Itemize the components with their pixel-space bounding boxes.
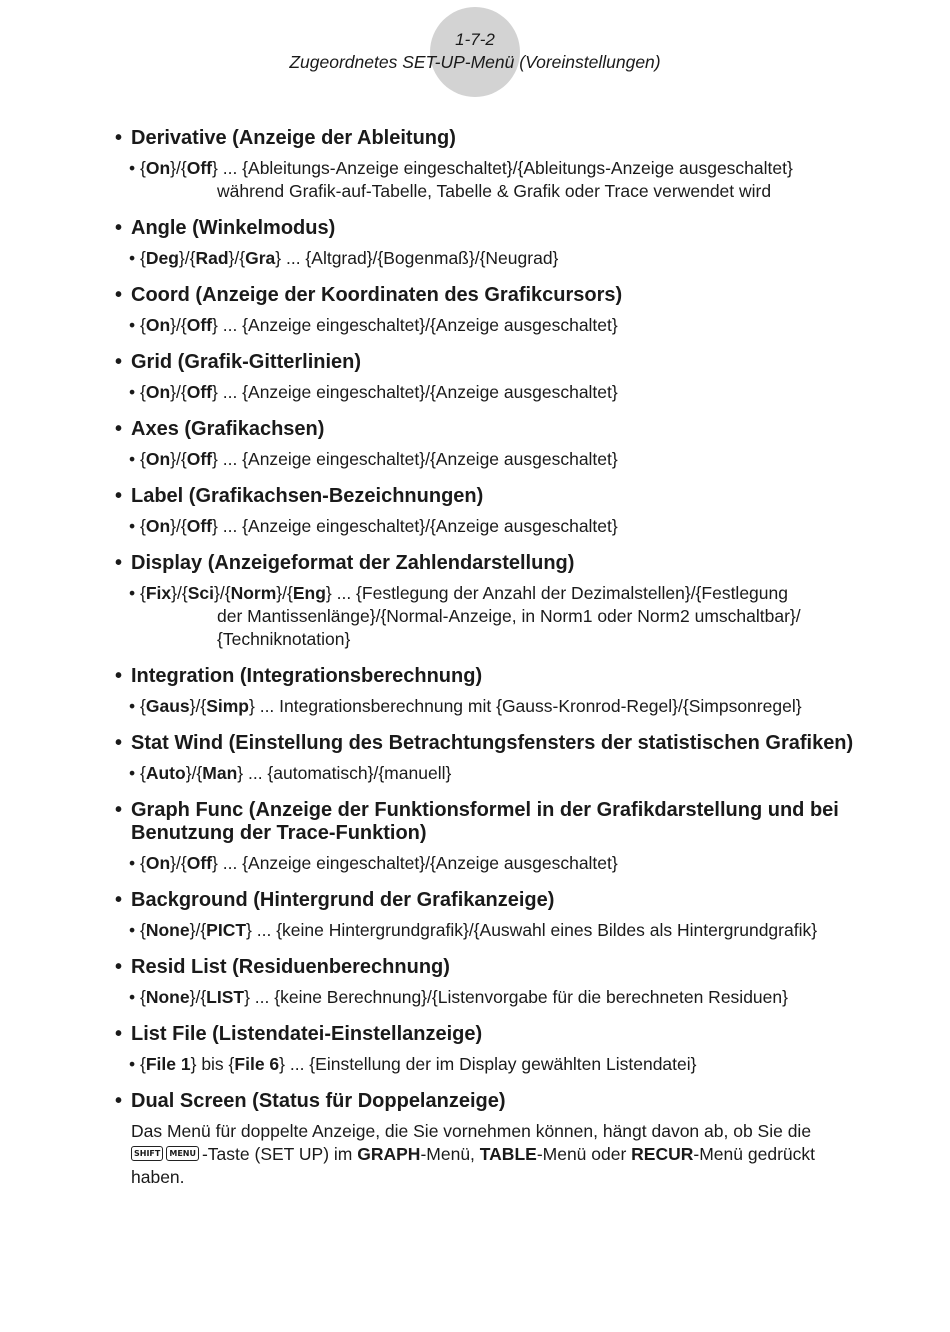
bullet-icon: • [129, 516, 136, 536]
bullet-icon: • [115, 351, 123, 373]
section-title: Stat Wind (Einstellung des Betrachtungsfensters der statistischen Grafiken) [131, 732, 854, 754]
section-dual-screen [115, 1090, 895, 1189]
bullet-icon: • [115, 889, 123, 911]
section-heading [115, 665, 895, 688]
section-heading [115, 956, 895, 979]
section-title: Display (Anzeigeformat der Zahlendarstellung) [131, 552, 575, 574]
option-line [140, 515, 895, 538]
text-run: } ... {Anzeige eingeschaltet}/{Anzeige ausgeschaltet} [212, 516, 618, 536]
settings-section [115, 956, 895, 1009]
text-run: }/{ [185, 763, 203, 783]
text-run: } ... {automatisch}/{manuell} [237, 763, 452, 783]
option-line [140, 582, 895, 605]
option-value: None [145, 987, 190, 1007]
section-title: Dual Screen (Status für Doppelanzeige) [131, 1090, 506, 1112]
text-run: -Menü gedrückt [693, 1144, 815, 1164]
option-line [140, 919, 895, 942]
text-run: während Grafik-auf-Tabelle, Tabelle & Grafik oder Trace verwendet wird [217, 181, 772, 201]
text-run: }/{ [171, 583, 188, 603]
text-run: }/{ [170, 449, 187, 469]
settings-sections [115, 127, 895, 1076]
table-menu-name: TABLE [479, 1144, 537, 1164]
settings-section [115, 889, 895, 942]
section-heading [115, 889, 895, 912]
settings-section [115, 217, 895, 270]
option-item [115, 1053, 895, 1076]
text-run: { [140, 920, 146, 940]
bullet-icon: • [129, 315, 136, 335]
description-line [131, 1143, 895, 1166]
dual-screen-description [115, 1120, 895, 1189]
text-run: }/{ [178, 248, 196, 268]
option-line [140, 762, 895, 785]
text-run: }/{ [170, 158, 187, 178]
bullet-icon: • [115, 1090, 123, 1112]
description-line: haben. [131, 1167, 185, 1187]
bullet-icon: • [115, 485, 123, 507]
section-title: List File (Listendatei-Einstellanzeige) [131, 1023, 483, 1045]
option-line [140, 314, 895, 337]
settings-section [115, 799, 895, 875]
bullet-icon: • [129, 853, 136, 873]
settings-section [115, 127, 895, 203]
section-heading [115, 1090, 895, 1113]
text-run: }/{ [189, 920, 207, 940]
option-value: Off [186, 315, 213, 335]
option-value: On [145, 516, 171, 536]
option-item [115, 762, 895, 785]
section-heading [115, 552, 895, 575]
text-run: }/{ [228, 248, 246, 268]
option-value: PICT [206, 920, 247, 940]
option-item [115, 986, 895, 1009]
bullet-icon: • [129, 987, 136, 1007]
text-run: { [140, 382, 146, 402]
settings-section [115, 1023, 895, 1076]
text-run: { [140, 248, 146, 268]
settings-section [115, 485, 895, 538]
section-title: Resid List (Residuenberechnung) [131, 956, 450, 978]
option-value: Off [186, 516, 213, 536]
option-value: Auto [145, 763, 186, 783]
text-run: der Mantissenlänge}/{Normal-Anzeige, in Norm1 oder Norm2 umschaltbar}/ [217, 606, 801, 626]
text-run: { [140, 763, 146, 783]
bullet-icon: • [115, 127, 123, 149]
text-run: { [140, 516, 146, 536]
option-value: Off [186, 853, 213, 873]
bullet-icon: • [129, 920, 136, 940]
text-run: } ... {keine Hintergrundgrafik}/{Auswahl eines Bildes als Hintergrundgrafik} [246, 920, 818, 940]
section-heading [115, 732, 895, 755]
section-heading [115, 418, 895, 441]
text-run: } ... {Ableitungs-Anzeige eingeschaltet}/{Ableitungs-Anzeige ausgeschaltet} [212, 158, 793, 178]
section-heading [115, 217, 895, 240]
option-item [115, 157, 895, 203]
option-item [115, 314, 895, 337]
text-run: }/{ [189, 696, 207, 716]
option-item [115, 852, 895, 875]
option-line [140, 986, 895, 1009]
text-run: } ... {Anzeige eingeschaltet}/{Anzeige ausgeschaltet} [212, 315, 618, 335]
option-line-continued [140, 180, 895, 203]
settings-section [115, 665, 895, 718]
text-run: }/{ [170, 382, 187, 402]
bullet-icon: • [129, 248, 136, 268]
text-run: } ... {Festlegung der Anzahl der Dezimalstellen}/{Festlegung [325, 583, 788, 603]
option-value: None [145, 920, 190, 940]
option-value: LIST [206, 987, 245, 1007]
option-value: Deg [145, 248, 179, 268]
option-value: File 6 [234, 1054, 280, 1074]
option-item [115, 695, 895, 718]
section-title: Graph Func (Anzeige der Funktionsformel in der Grafikdarstellung und bei Benutzung der Trace-Funktion) [131, 799, 839, 844]
text-run: } ... {Altgrad}/{Bogenmaß}/{Neugrad} [275, 248, 559, 268]
option-line [140, 247, 895, 270]
bullet-icon: • [115, 217, 123, 239]
text-run: }/{ [170, 853, 187, 873]
section-title: Derivative (Anzeige der Ableitung) [131, 127, 456, 149]
bullet-icon: • [129, 449, 136, 469]
option-value: Simp [206, 696, 249, 716]
section-title: Grid (Grafik-Gitterlinien) [131, 351, 362, 373]
section-heading [115, 485, 895, 508]
option-value: On [145, 158, 171, 178]
section-title: Coord (Anzeige der Koordinaten des Grafikcursors) [131, 284, 623, 306]
option-line [140, 157, 895, 180]
option-item [115, 919, 895, 942]
option-value: Rad [195, 248, 229, 268]
text-run: -Menü, [420, 1144, 480, 1164]
text-run: { [140, 987, 146, 1007]
shift-key-icon: SHIFT [131, 1146, 163, 1161]
section-title: Integration (Integrationsberechnung) [131, 665, 483, 687]
option-item [115, 381, 895, 404]
option-line [140, 695, 895, 718]
option-value: Sci [187, 583, 214, 603]
text-run: }/{ [276, 583, 293, 603]
bullet-icon: • [129, 583, 136, 603]
option-value: Fix [145, 583, 172, 603]
text-run: -Taste (SET UP) im [201, 1144, 358, 1164]
bullet-icon: • [115, 284, 123, 306]
settings-section [115, 732, 895, 785]
option-value: On [145, 853, 171, 873]
bullet-icon: • [129, 763, 136, 783]
text-run: } ... {Anzeige eingeschaltet}/{Anzeige ausgeschaltet} [212, 853, 618, 873]
settings-section [115, 284, 895, 337]
option-value: On [145, 382, 171, 402]
bullet-icon: • [115, 552, 123, 574]
option-item [115, 247, 895, 270]
option-value: Off [186, 449, 213, 469]
option-value: File 1 [145, 1054, 191, 1074]
text-run: {Techniknotation} [217, 629, 351, 649]
text-run: }/{ [170, 516, 187, 536]
option-value: Gaus [145, 696, 190, 716]
option-item [115, 582, 895, 651]
section-title: Label (Grafikachsen-Bezeichnungen) [131, 485, 484, 507]
page-number: 1-7-2 [455, 30, 495, 49]
bullet-icon: • [115, 1023, 123, 1045]
text-run: { [140, 853, 146, 873]
settings-section [115, 552, 895, 651]
bullet-icon: • [115, 418, 123, 440]
text-run: } ... Integrationsberechnung mit {Gauss-Kronrod-Regel}/{Simpsonregel} [249, 696, 802, 716]
text-run: } ... {keine Berechnung}/{Listenvorgabe für die berechneten Residuen} [244, 987, 788, 1007]
graph-menu-name: GRAPH [357, 1144, 421, 1164]
text-run: { [140, 583, 146, 603]
text-run: } ... {Anzeige eingeschaltet}/{Anzeige ausgeschaltet} [212, 449, 618, 469]
option-value: Man [202, 763, 238, 783]
page-title: Zugeordnetes SET-UP-Menü (Voreinstellungen) [289, 52, 661, 72]
text-run: }/{ [214, 583, 231, 603]
option-value: Eng [292, 583, 326, 603]
option-line [140, 448, 895, 471]
menu-key-icon: MENU [166, 1146, 199, 1161]
bullet-icon: • [115, 956, 123, 978]
bullet-icon: • [129, 696, 136, 716]
text-run: -Menü oder [536, 1144, 632, 1164]
text-run: { [140, 315, 146, 335]
section-heading [115, 351, 895, 374]
option-value: Norm [230, 583, 277, 603]
section-heading [115, 127, 895, 150]
option-line-continued [140, 628, 895, 651]
section-heading [115, 1023, 895, 1046]
option-line [140, 381, 895, 404]
option-value: Off [186, 158, 213, 178]
bullet-icon: • [129, 158, 136, 178]
option-item [115, 448, 895, 471]
option-value: Gra [245, 248, 276, 268]
section-title: Axes (Grafikachsen) [131, 418, 325, 440]
text-run: } bis { [190, 1054, 235, 1074]
option-line [140, 852, 895, 875]
text-run: } ... {Anzeige eingeschaltet}/{Anzeige ausgeschaltet} [212, 382, 618, 402]
recur-menu-name: RECUR [631, 1144, 694, 1164]
option-item [115, 515, 895, 538]
bullet-icon: • [129, 382, 136, 402]
settings-section [115, 418, 895, 471]
text-run: { [140, 158, 146, 178]
option-value: On [145, 449, 171, 469]
text-run: { [140, 449, 146, 469]
option-line [140, 1053, 895, 1076]
section-title: Angle (Winkelmodus) [131, 217, 336, 239]
option-line-continued [140, 605, 895, 628]
text-run: } ... {Einstellung der im Display gewählten Listendatei} [279, 1054, 697, 1074]
section-heading [115, 284, 895, 307]
bullet-icon: • [115, 799, 123, 821]
text-run: }/{ [189, 987, 207, 1007]
bullet-icon: • [115, 665, 123, 687]
option-value: Off [186, 382, 213, 402]
text-run: }/{ [170, 315, 187, 335]
text-run: { [140, 1054, 146, 1074]
section-title: Background (Hintergrund der Grafikanzeige) [131, 889, 555, 911]
text-run: { [140, 696, 146, 716]
section-heading [115, 799, 895, 845]
settings-list [115, 127, 895, 1203]
bullet-icon: • [129, 1054, 136, 1074]
description-line: Das Menü für doppelte Anzeige, die Sie vornehmen können, hängt davon ab, ob Sie die [131, 1121, 812, 1141]
option-value: On [145, 315, 171, 335]
settings-section [115, 351, 895, 404]
bullet-icon: • [115, 732, 123, 754]
